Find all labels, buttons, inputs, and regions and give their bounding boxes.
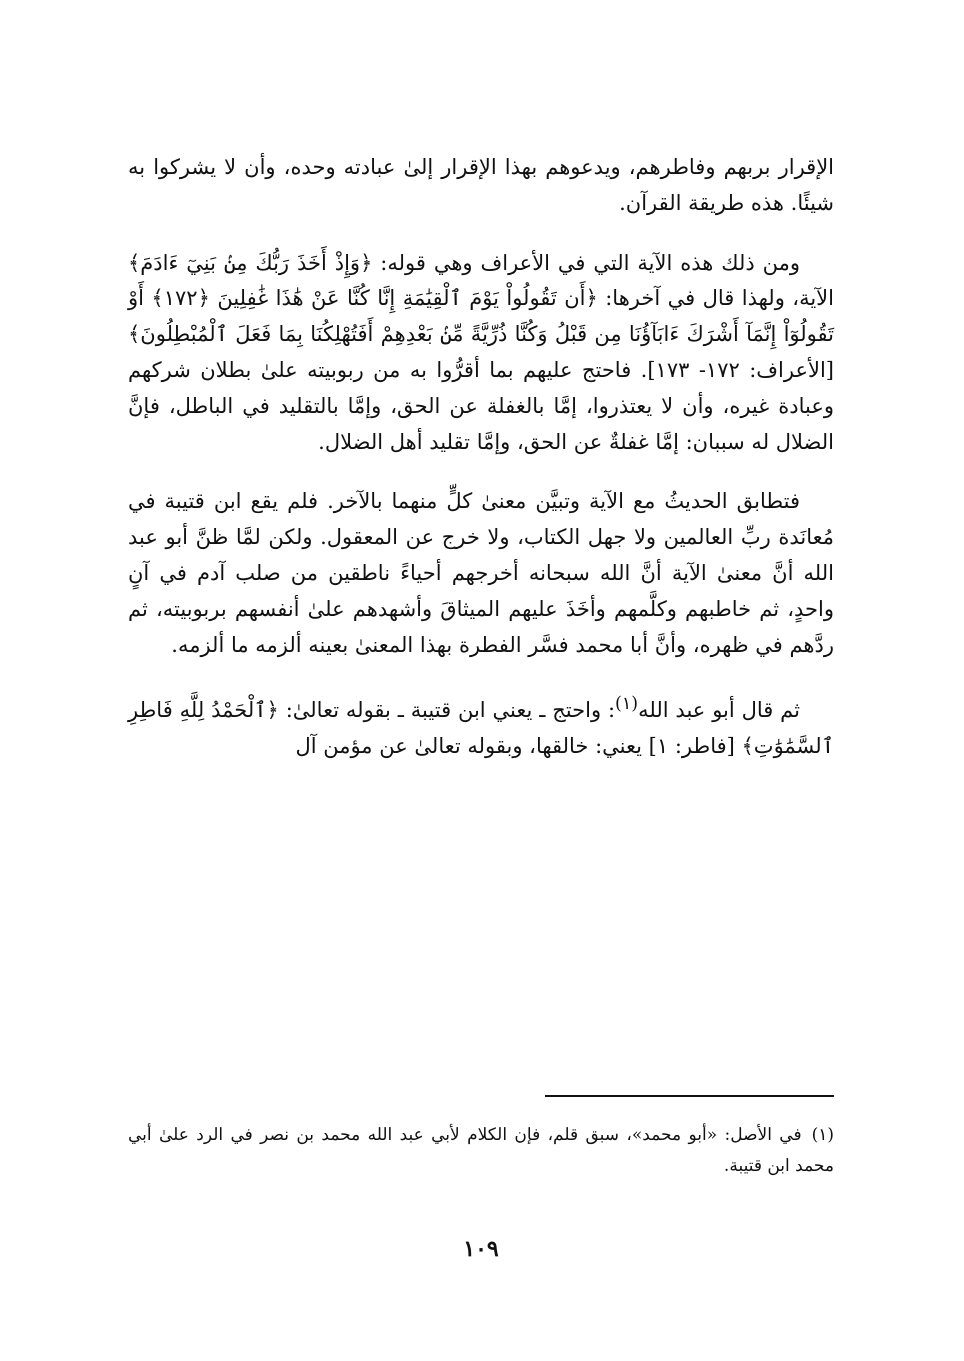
book-page [128,150,834,1300]
footnote-reference[interactable]: (١) [615,694,639,715]
footnote-text: في الأصل: «أبو محمد»، سبق قلم، فإن الكلام لأبي عبد الله محمد بن نصر في الرد علىٰ أبي محمد ابن قتيبة. [128,1125,834,1176]
footnote-marker: (١) [811,1125,834,1145]
paragraph-2: ومن ذلك هذه الآية التي في الأعراف وهي قوله: ﴿وَإِذْ أَخَذَ رَبُّكَ مِنۢ بَنِيٓ ءَادَمَ﴾ الآية، ولهذا قال في آخرها: ﴿أَن تَقُولُواْ يَوْمَ ٱلْقِيَٰمَةِ إِنَّا كُنَّا عَنْ هَٰذَا غَٰفِلِينَ ﴿١٧٢﴾ أَوْ تَقُولُوٓاْ إِنَّمَآ أَشْرَكَ ءَابَآؤُنَا مِن قَبْلُ وَكُنَّا ذُرِّيَّةً مِّنۢ بَعْدِهِمْ أَفَتُهْلِكُنَا بِمَا فَعَلَ ٱلْمُبْطِلُونَ﴾ [الأعراف: ١٧٢- ١٧٣]. فاحتج عليهم بما أقرُّوا به من ربوبيته علىٰ بطلان شركهم وعبادة غيره، وأن لا يعتذروا، إمَّا بالغفلة عن الحق، وإمَّا بالتقليد في الباطل، فإنَّ الضلال له سببان: إمَّا غفلةٌ عن الحق، وإمَّا تقليد أهل الضلال. [128,250,834,454]
paragraph-1: الإقرار بربهم وفاطرهم، ويدعوهم بهذا الإقرار إلىٰ عبادته وحده، وأن لا يشركوا به شيئًا. هذه طريقة القرآن. [128,155,834,215]
footnote [128,1120,834,1182]
paragraph-4 [128,687,834,765]
paragraph-4-opening: ثم قال أبو عبد الله [638,698,800,723]
page-number: ١٠٩ [463,1236,499,1262]
paragraph-4-body: : واحتج ـ يعني ابن قتيبة ـ بقوله تعالىٰ: ﴿ٱلْحَمْدُ لِلَّهِ فَاطِرِ ٱلسَّمَٰوَٰتِ﴾ [فاطر: ١] يعني: خالقها، وبقوله تعالىٰ عن مؤمن آل [128,698,834,759]
paragraph-3: فتطابق الحديثُ مع الآية وتبيَّن معنىٰ كلٍّ منهما بالآخر. فلم يقع ابن قتيبة في مُعانَدة ربِّ العالمين ولا جهل الكتاب، ولا خرج عن المعقول. ولكن لمَّا ظنَّ أبو عبد الله أنَّ معنىٰ الآية أنَّ الله سبحانه أخرجهم أحياءً ناطقين من صلب آدم في آنٍ واحدٍ، ثم خاطبهم وكلَّمهم وأخَذَ عليهم الميثاقَ وأشهدهم علىٰ أنفسهم بربوبيته، ثم ردَّهم في ظهره، وأنَّ أبا محمد فسَّر الفطرة بهذا المعنىٰ بعينه ألزمه ما ألزمه. [128,489,834,657]
footnote-separator [545,1095,834,1097]
